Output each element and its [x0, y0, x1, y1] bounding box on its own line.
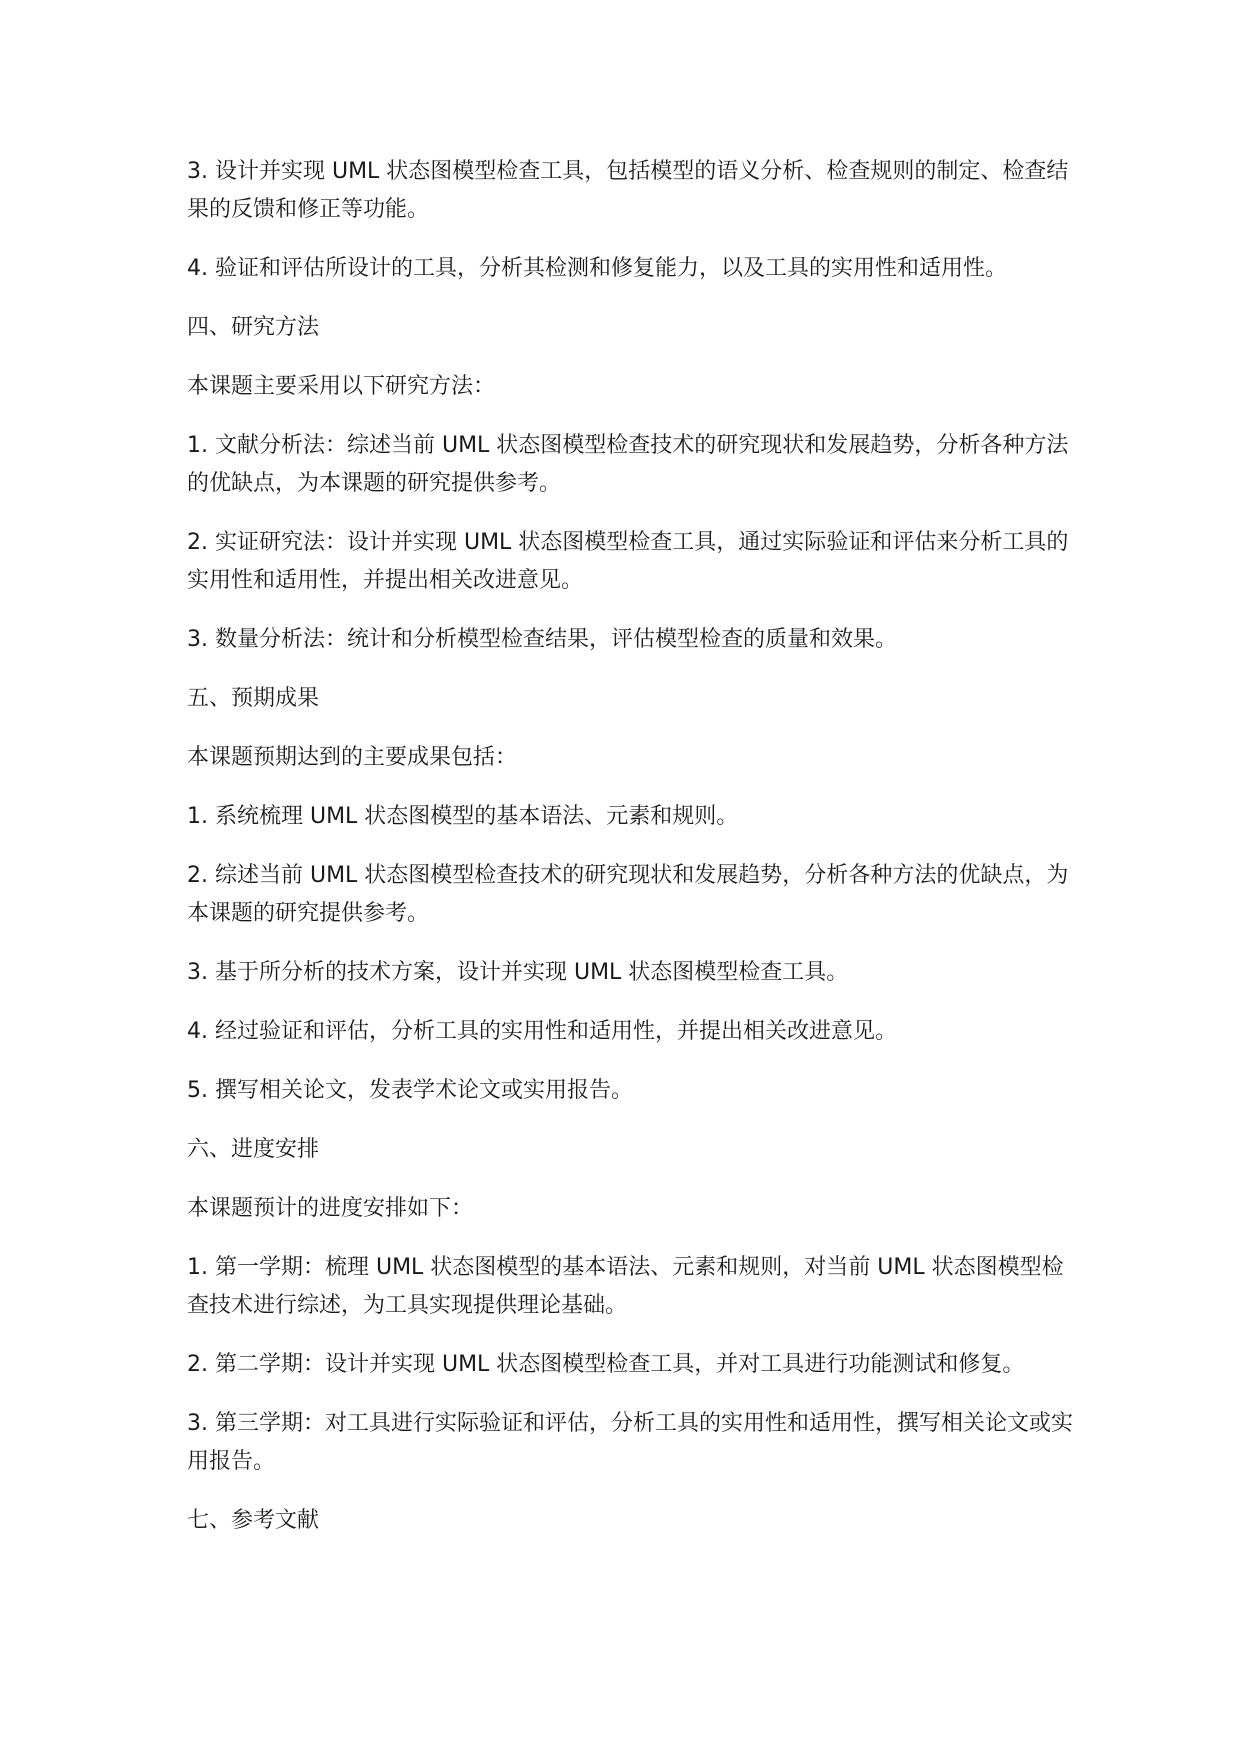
result-item-5: 5. 撰写相关论文，发表学术论文或实用报告。	[187, 1078, 633, 1103]
document-body	[187, 153, 1077, 1561]
section-heading-expected-results: 五、预期成果	[187, 686, 320, 711]
schedule-item-2: 2. 第二学期：设计并实现 UML 状态图模型检查工具，并对工具进行功能测试和修复。	[187, 1352, 1025, 1377]
section-heading-research-methods: 四、研究方法	[187, 315, 320, 340]
method-item-1: 1. 文献分析法：综述当前 UML 状态图模型检查技术的研究现状和发展趋势，分析各种方法的优缺点，为本课题的研究提供参考。	[187, 433, 1069, 496]
method-item-3: 3. 数量分析法：统计和分析模型检查结果，评估模型检查的质量和效果。	[187, 627, 897, 652]
schedule-intro: 本课题预计的进度安排如下：	[187, 1196, 474, 1221]
section-heading-schedule: 六、进度安排	[187, 1137, 320, 1162]
schedule-item-3: 3. 第三学期：对工具进行实际验证和评估，分析工具的实用性和适用性，撰写相关论文或实用报告。	[187, 1411, 1073, 1474]
result-item-4: 4. 经过验证和评估，分析工具的实用性和适用性，并提出相关改进意见。	[187, 1019, 897, 1044]
methods-intro: 本课题主要采用以下研究方法：	[187, 374, 496, 399]
section-heading-references: 七、参考文献	[187, 1508, 320, 1533]
list-item-3-design: 3. 设计并实现 UML 状态图模型检查工具，包括模型的语义分析、检查规则的制定、检查结果的反馈和修正等功能。	[187, 159, 1069, 222]
method-item-2: 2. 实证研究法：设计并实现 UML 状态图模型检查工具，通过实际验证和评估来分析工具的实用性和适用性，并提出相关改进意见。	[187, 530, 1069, 593]
schedule-item-1: 1. 第一学期：梳理 UML 状态图模型的基本语法、元素和规则，对当前 UML 状态图模型检查技术进行综述，为工具实现提供理论基础。	[187, 1255, 1064, 1318]
results-intro: 本课题预期达到的主要成果包括：	[187, 745, 518, 770]
list-item-4-verify: 4. 验证和评估所设计的工具，分析其检测和修复能力，以及工具的实用性和适用性。	[187, 256, 1007, 281]
result-item-2: 2. 综述当前 UML 状态图模型检查技术的研究现状和发展趋势，分析各种方法的优缺点，为本课题的研究提供参考。	[187, 863, 1069, 926]
result-item-1: 1. 系统梳理 UML 状态图模型的基本语法、元素和规则。	[187, 804, 739, 829]
result-item-3: 3. 基于所分析的技术方案，设计并实现 UML 状态图模型检查工具。	[187, 960, 849, 985]
